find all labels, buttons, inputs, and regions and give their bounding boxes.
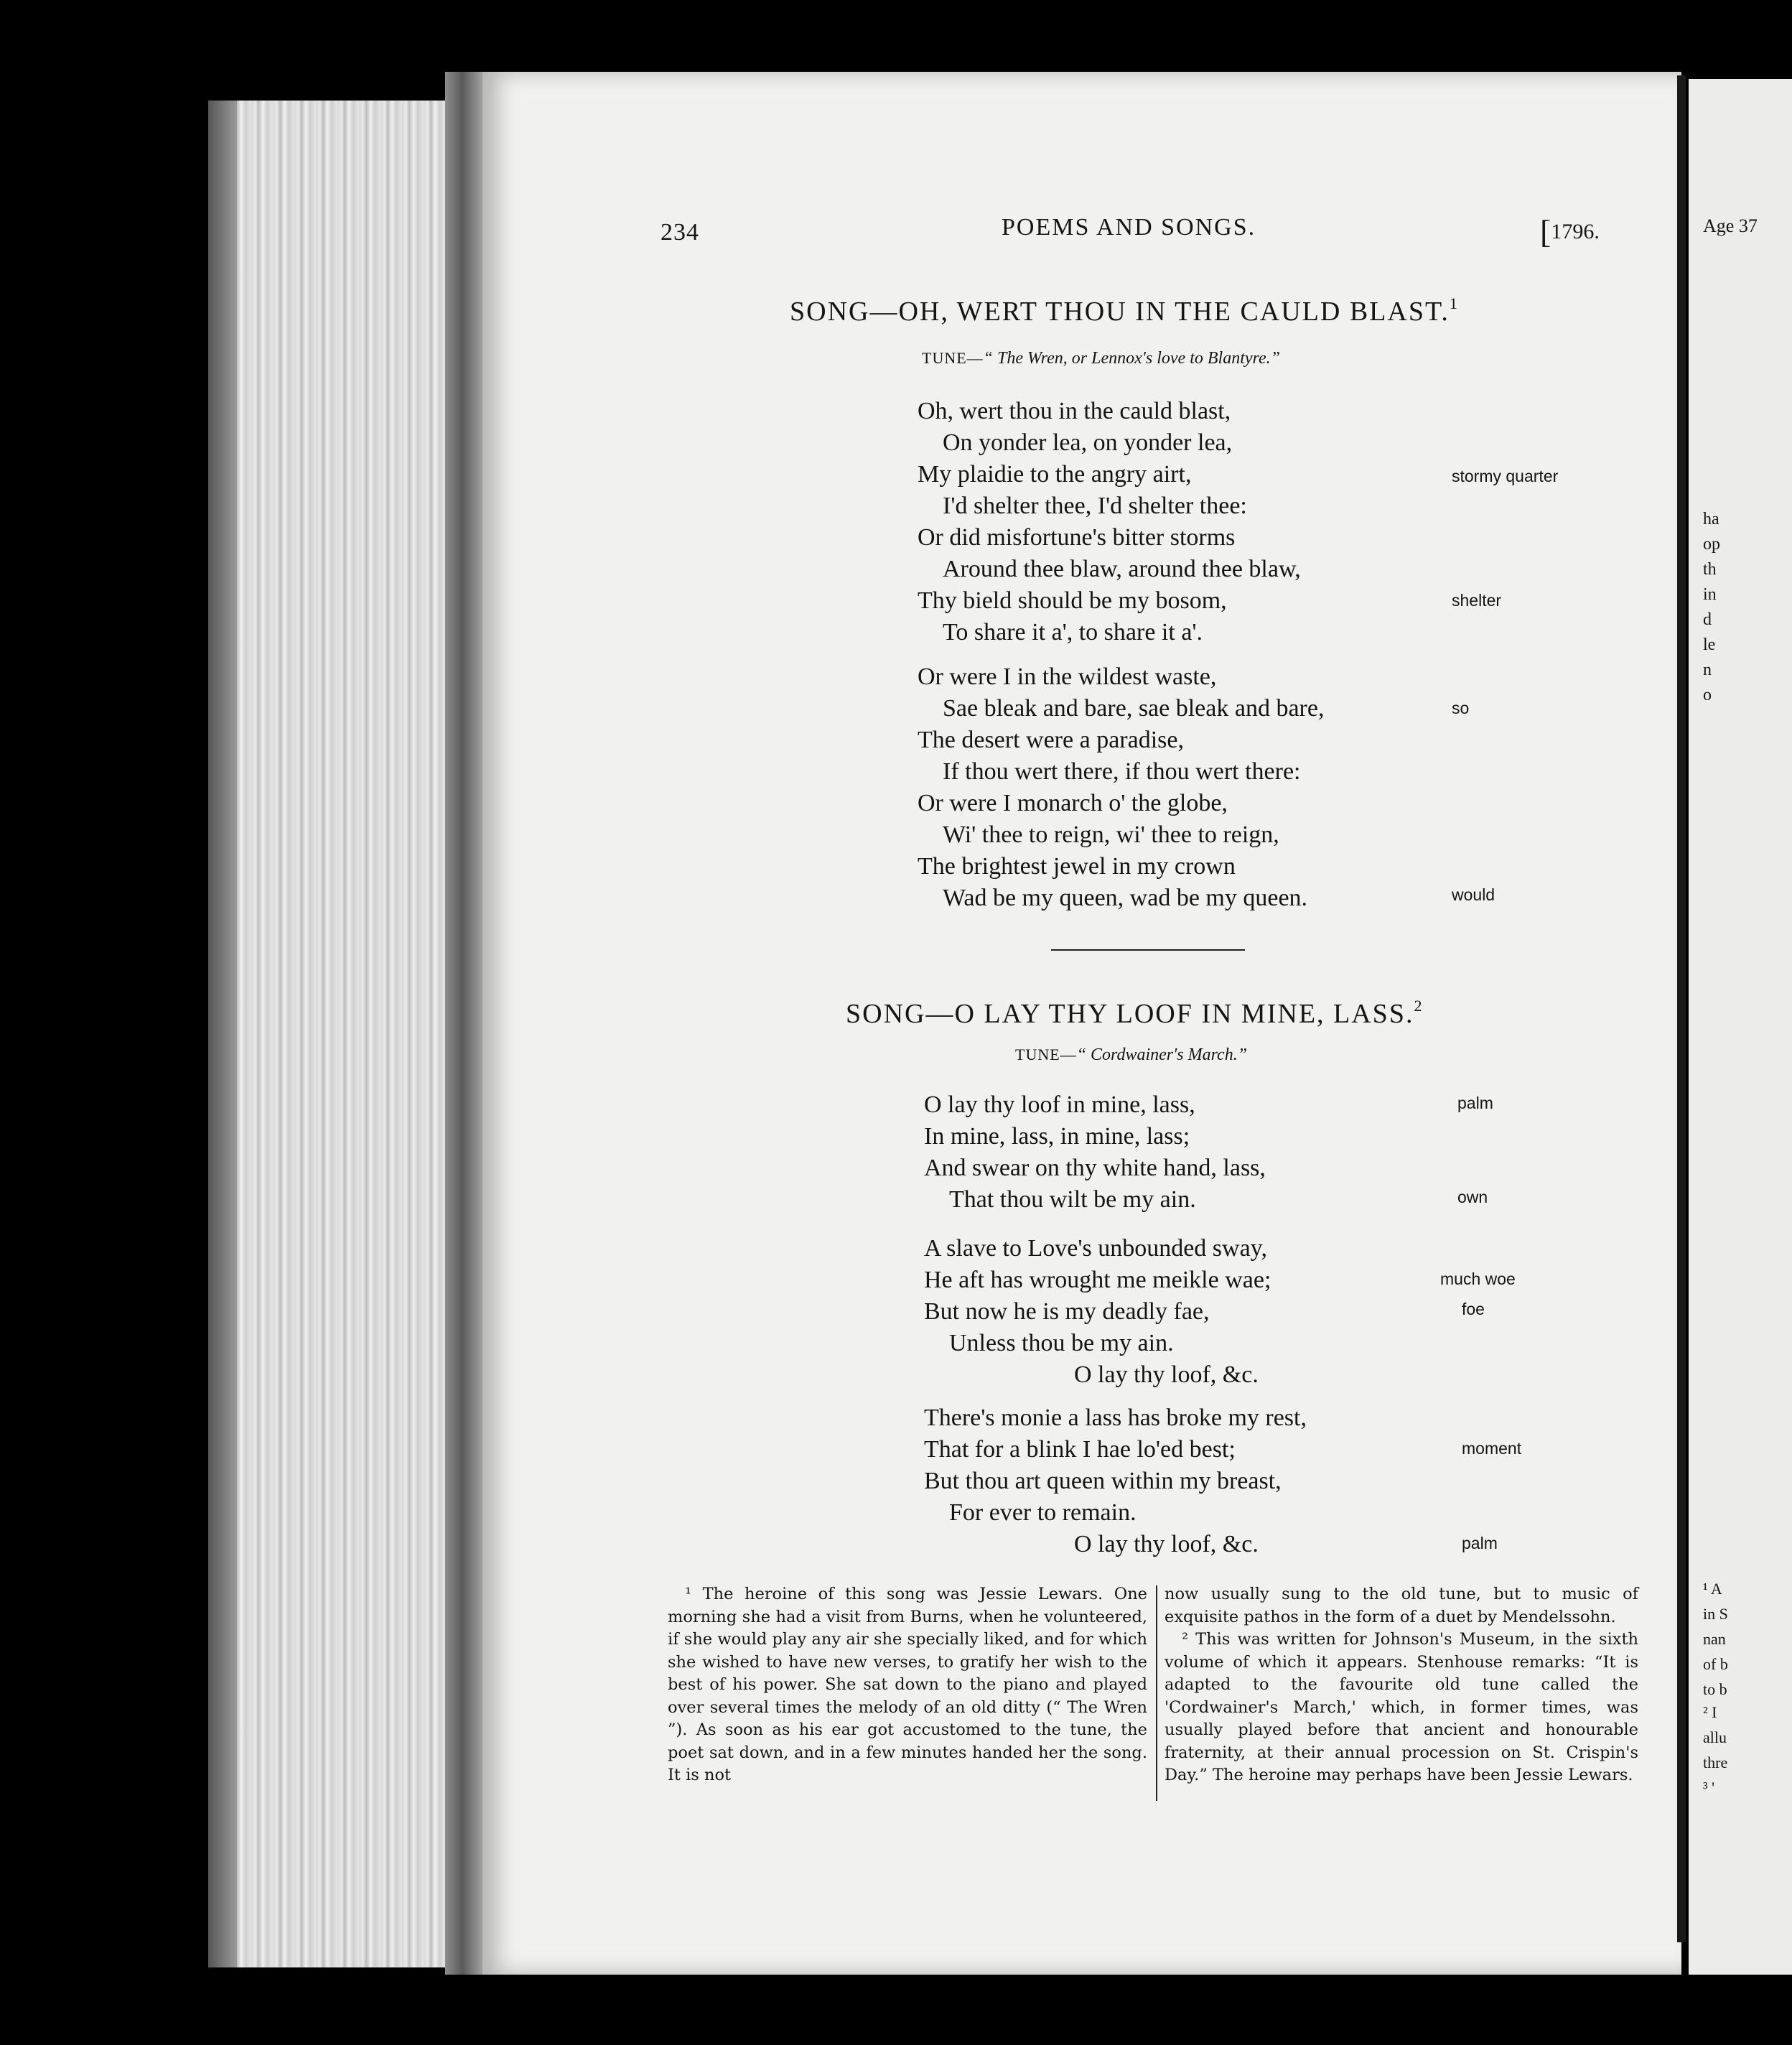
verse-line: Unless thou be my ain.: [949, 1330, 1174, 1356]
facing-page-text-fragment: ² I: [1703, 1703, 1717, 1721]
facing-page-text-fragment: th: [1703, 560, 1717, 579]
tune-name: “ Cordwainer's March.”: [1076, 1045, 1248, 1064]
year-marker: [1540, 213, 1600, 251]
verse-line: In mine, lass, in mine, lass;: [924, 1123, 1190, 1150]
facing-page-text-fragment: in: [1703, 585, 1717, 604]
tune-name: “ The Wren, or Lennox's love to Blantyre.”: [983, 349, 1280, 368]
facing-page-text-fragment: o: [1703, 686, 1712, 704]
verse-line: Or were I monarch o' the globe,: [918, 790, 1228, 816]
facing-page-text-fragment: d: [1703, 610, 1712, 629]
verse-line: Sae bleak and bare, sae bleak and bare,: [943, 695, 1325, 722]
verse-line: If thou wert there, if thou wert there:: [943, 758, 1301, 785]
tune-line: [922, 349, 1280, 368]
facing-page-text-fragment: in S: [1703, 1605, 1728, 1623]
verse-line: But now he is my deadly fae,: [924, 1298, 1210, 1325]
gloss-note: moment: [1462, 1439, 1522, 1458]
verse-line: That for a blink I hae lo'ed best;: [924, 1436, 1236, 1463]
facing-page-text-fragment: ¹ A: [1703, 1580, 1722, 1598]
book-gutter: [1677, 75, 1686, 1942]
facing-page-text-fragment: nan: [1703, 1630, 1726, 1648]
verse-line: To share it a', to share it a'.: [943, 619, 1203, 646]
page-number: 234: [661, 219, 699, 246]
facing-page-text-fragment: ³ ': [1703, 1779, 1715, 1797]
footnote-mark: 2: [1414, 997, 1422, 1015]
verse-line: I'd shelter thee, I'd shelter thee:: [943, 493, 1247, 519]
footnote-1-continued: now usually sung to the old tune, but to music of exquisite pathos in the form of a duet by Mendelssohn.: [1165, 1585, 1638, 1626]
verse-line: O lay thy loof in mine, lass,: [924, 1091, 1195, 1118]
song-title-text: SONG—O LAY THY LOOF IN MINE, LASS.: [846, 999, 1414, 1029]
verse-line: He aft has wrought me meikle wae;: [924, 1267, 1271, 1293]
verse-line: Wad be my queen, wad be my queen.: [943, 885, 1308, 911]
tune-line: [1015, 1045, 1247, 1065]
running-title: POEMS AND SONGS.: [1002, 214, 1256, 241]
verse-line: Oh, wert thou in the cauld blast,: [918, 398, 1231, 424]
verse-line: O lay thy loof, &c.: [1074, 1531, 1259, 1557]
song-title-text: SONG—OH, WERT THOU IN THE CAULD BLAST.: [790, 297, 1450, 327]
footnote-mark: 1: [1449, 294, 1457, 312]
facing-page-text-fragment: to b: [1703, 1680, 1727, 1698]
gloss-note: foe: [1462, 1300, 1485, 1318]
verse-line: On yonder lea, on yonder lea,: [943, 429, 1233, 456]
footnote-column-left: [668, 1583, 1147, 1787]
verse-line: My plaidie to the angry airt,: [918, 461, 1192, 488]
gloss-note: own: [1457, 1188, 1488, 1206]
facing-page-text-fragment: thre: [1703, 1753, 1728, 1771]
verse-line: There's monie a lass has broke my rest,: [924, 1405, 1307, 1431]
facing-page-fragment: [1689, 79, 1792, 1975]
gloss-note: palm: [1462, 1534, 1498, 1552]
footnote-1: ¹ The heroine of this song was Jessie Lewars. One morning she had a visit from Burns, when he volunteered, if she would play any air she specially liked, and for which she wished to have new verses, to gratify her wish to the best of his power. She sat down to the piano and played over several times the melody of an old ditty (“ The Wren ”). As soon as his ear got accustomed to the tune, the poet sat down, and in a few minutes handed her the song. It is not: [668, 1585, 1147, 1784]
facing-page-text-fragment: le: [1703, 635, 1716, 654]
gloss-note: palm: [1457, 1094, 1493, 1112]
page-edge-shadow: [445, 72, 488, 1975]
verse-line: That thou wilt be my ain.: [949, 1186, 1196, 1213]
verse-line: And swear on thy white hand, lass,: [924, 1155, 1266, 1181]
facing-page-text-fragment: allu: [1703, 1728, 1727, 1746]
year-text: 1796.: [1551, 220, 1600, 243]
facing-page-text-fragment: ha: [1703, 510, 1719, 528]
gloss-note: so: [1452, 699, 1470, 717]
verse-line: Or were I in the wildest waste,: [918, 663, 1217, 690]
song-title: [846, 997, 1422, 1030]
facing-page-text-fragment: of b: [1703, 1655, 1728, 1673]
verse-line: Wi' thee to reign, wi' thee to reign,: [943, 821, 1279, 848]
footnote-2: ² This was written for Johnson's Museum, in the sixth volume of which it appears. Stenhouse remarks: “It is adapted to the favourite old tune called the 'Cordwainer's March,' which, in former times, was usually played before that ancient and honourable fraternity, at their annual procession on St. Crispin's Day.” The heroine may perhaps have been Jessie Lewars.: [1165, 1630, 1638, 1784]
verse-line: For ever to remain.: [949, 1499, 1137, 1526]
verse-line: O lay thy loof, &c.: [1074, 1361, 1259, 1388]
verse-line: The brightest jewel in my crown: [918, 853, 1236, 880]
gloss-note: would: [1452, 885, 1495, 904]
section-divider: [1051, 949, 1245, 951]
year-bracket: [: [1540, 213, 1551, 250]
gloss-note: shelter: [1452, 591, 1502, 610]
gloss-note: much woe: [1440, 1270, 1516, 1288]
facing-page-header: Age 37: [1703, 215, 1758, 236]
tune-prefix: TUNE—: [1015, 1045, 1077, 1063]
verse-line: Around thee blaw, around thee blaw,: [943, 556, 1301, 582]
facing-page-text-fragment: n: [1703, 661, 1712, 679]
gloss-note: stormy quarter: [1452, 467, 1559, 485]
facing-page-text-fragment: op: [1703, 535, 1720, 554]
verse-line: Or did misfortune's bitter storms: [918, 524, 1236, 551]
song-title: [790, 294, 1457, 327]
verse-line: Thy bield should be my bosom,: [918, 587, 1227, 614]
verse-line: But thou art queen within my breast,: [924, 1468, 1282, 1494]
verse-line: A slave to Love's unbounded sway,: [924, 1235, 1267, 1262]
verse-line: The desert were a paradise,: [918, 727, 1184, 753]
tune-prefix: TUNE—: [922, 349, 984, 367]
footnote-column-divider: [1156, 1585, 1157, 1801]
footnote-column-right: [1165, 1583, 1638, 1787]
